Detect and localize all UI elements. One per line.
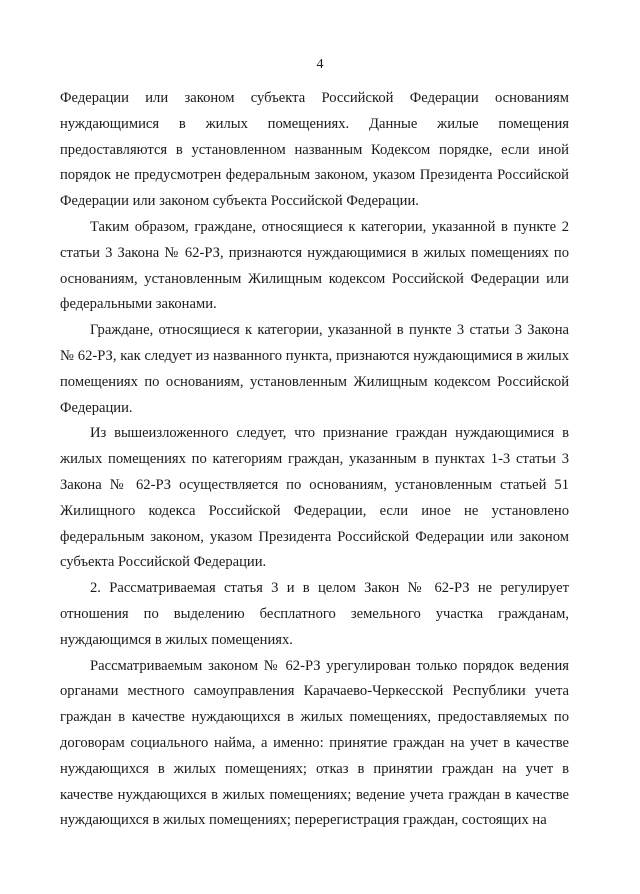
paragraph: Таким образом, граждане, относящиеся к категории, указанной в пункте 2 статьи 3 Закона № 62-РЗ, признаются нуждающимися в жилых помещениях по основаниям, установленным Жилищным кодексом Российской Федерации или федеральными законами. (60, 218, 569, 313)
document-body (60, 86, 569, 834)
page-number: 4 (316, 57, 324, 72)
paragraph: Рассматриваемым законом № 62-РЗ урегулирован только порядок ведения органами местного самоуправления Карачаево-Черкесской Республики учета граждан в качестве нуждающихся в жилых помещениях, предоставляемых по договорам социального найма, а именно: принятие граждан на учет в качестве нуждающихся в жилых помещениях; отказ в принятии граждан на учет в качестве нуждающихся в жилых помещениях; ведение учета граждан в качестве нуждающихся в жилых помещениях; перерегистрация граждан, состоящих на (60, 657, 569, 829)
paragraph: Граждане, относящиеся к категории, указанной в пункте 3 статьи 3 Закона № 62-РЗ, как следует из названного пункта, признаются нуждающимися в жилых помещениях по основаниям, установленным Жилищным кодексом Российской Федерации. (60, 322, 569, 416)
paragraph: Из вышеизложенного следует, что признание граждан нуждающимися в жилых помещениях по категориям граждан, указанным в пунктах 1-3 статьи 3 Закона № 62-РЗ осуществляется по основаниям, установленным статьей 51 Жилищного кодекса Российской Федерации, если иное не установлено федеральным законом, указом Президента Российской Федерации или законом субъекта Российской Федерации. (60, 425, 569, 571)
paragraph: Федерации или законом субъекта Российской Федерации основаниям нуждающимися в жилых помещениях. Данные жилые помещения предоставляются в установленном названным Кодексом порядке, если иной порядок не предусмотрен федеральным законом, указом Президента Российской Федерации или законом субъекта Российской Федерации. (60, 90, 569, 210)
paragraph: 2. Рассматриваемая статья 3 и в целом Закон № 62-РЗ не регулирует отношения по выделению бесплатного земельного участка гражданам, нуждающимся в жилых помещениях. (60, 580, 569, 648)
